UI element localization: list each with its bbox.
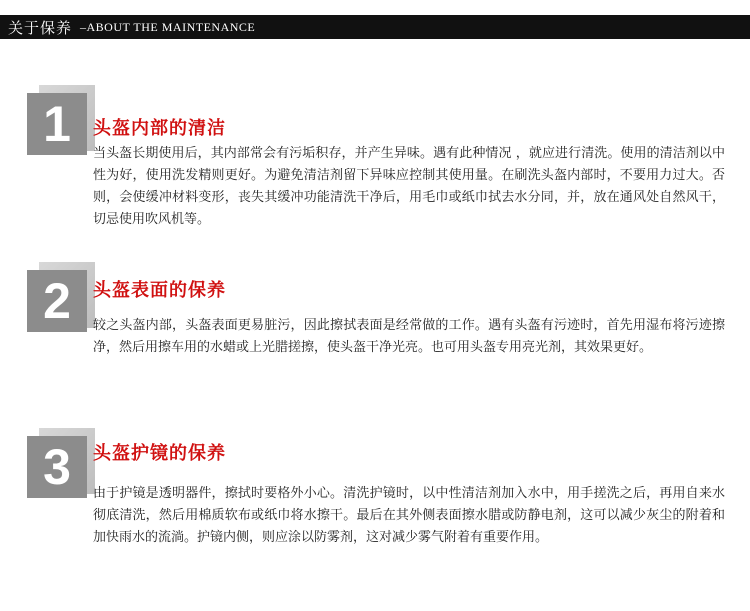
badge-face bbox=[27, 93, 87, 155]
section-body: 当头盔长期使用后，其内部常会有污垢积存，并产生异味。遇有此种情况 ，就应进行清洗。使用的清洁剂以中性为好，使用洗发精则更好。为避免清洁剂留下异味应控制其使用量。在刷洗头盔内部时，不要用力过大。否则，会使缓冲材料变形，丧失其缓冲功能清洗干净后，用毛巾或纸巾拭去水分同，并，放在通风处自然风干，切忌使用吹风机等。 bbox=[93, 146, 725, 227]
section-number: 1 bbox=[43, 96, 71, 152]
section-title: 头盔内部的清洁 bbox=[93, 118, 226, 139]
page-title: 关于保养 bbox=[8, 18, 73, 37]
section-title: 头盔表面的保养 bbox=[93, 280, 226, 301]
badge-face bbox=[27, 436, 87, 498]
number-badge-1 bbox=[27, 93, 89, 155]
page-subtitle: –ABOUT THE MAINTENANCE bbox=[80, 19, 256, 34]
number-badge-2 bbox=[27, 270, 89, 332]
section-title: 头盔护镜的保养 bbox=[93, 443, 226, 464]
badge-face bbox=[27, 270, 87, 332]
number-badge-3 bbox=[27, 436, 89, 498]
section-number: 3 bbox=[43, 439, 71, 495]
section-body: 由于护镜是透明器件，擦拭时要格外小心。清洗护镜时，以中性清洁剂加入水中，用手搓洗之后，再用自来水彻底清洗，然后用棉质软布或纸巾将水擦干。最后在其外侧表面擦水腊或防静电剂，这可以减少灰尘的附着和加快雨水的流淌。护镜内侧，则应涂以防雾剂，这对减少雾气附着有重要作用。 bbox=[93, 486, 725, 545]
header-bar bbox=[0, 15, 750, 39]
section-body: 较之头盔内部，头盔表面更易脏污，因此擦拭表面是经常做的工作。遇有头盔有污迹时，首先用湿布将污迹擦净，然后用擦车用的水蜡或上光腊搓擦，使头盔干净光亮。也可用头盔专用亮光剂，其效果更好。 bbox=[93, 318, 725, 355]
section-number: 2 bbox=[43, 273, 71, 329]
